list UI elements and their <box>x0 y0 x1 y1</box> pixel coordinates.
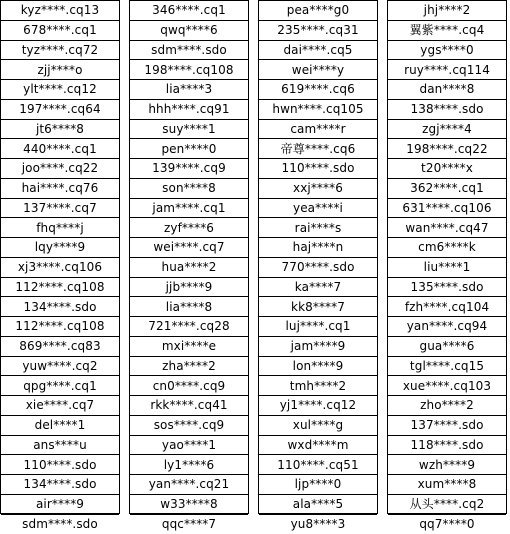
table-cell: 110****.cq51 <box>259 455 377 475</box>
table-cell: 362****.cq1 <box>388 179 506 199</box>
table-cell: 110****.sdo <box>259 159 377 179</box>
table-cell: t20****x <box>388 159 506 179</box>
table-cell: xxj****6 <box>259 179 377 199</box>
table-cell: 678****.cq1 <box>1 21 119 41</box>
table-cell: zho****2 <box>388 396 506 416</box>
table-cell: luj****.cq1 <box>259 317 377 337</box>
table-cell: 346****.cq1 <box>130 1 248 21</box>
table-cell: tmh****2 <box>259 376 377 396</box>
table-cell: 从头****.cq2 <box>388 495 506 515</box>
table-cell: wzh****9 <box>388 455 506 475</box>
table-cell: qpg****.cq1 <box>1 376 119 396</box>
table-cell: xj3****.cq106 <box>1 258 119 278</box>
table-cell: ala****5 <box>259 495 377 515</box>
table-cell: dan****8 <box>388 80 506 100</box>
table-cell: lon****9 <box>259 357 377 377</box>
table-cell: mxi****e <box>130 337 248 357</box>
table-cell: qwq****6 <box>130 21 248 41</box>
table-cell: zgj****4 <box>388 120 506 140</box>
table-cell: lqy****9 <box>1 238 119 258</box>
table-cell: hwn****.cq105 <box>259 100 377 120</box>
table-cell: wxd****m <box>259 436 377 456</box>
table-cell: 198****.cq108 <box>130 60 248 80</box>
table-cell: jt6****8 <box>1 120 119 140</box>
table-cell: w33****8 <box>130 495 248 515</box>
table-cell: 869****.cq83 <box>1 337 119 357</box>
table-cell: son****8 <box>130 179 248 199</box>
table-column-3 <box>258 0 378 514</box>
table-cell: wei****.cq7 <box>130 238 248 258</box>
table-cell: fzh****.cq104 <box>388 297 506 317</box>
table-cell: 619****.cq6 <box>259 80 377 100</box>
table-cell: ans****u <box>1 436 119 456</box>
table-cell: xul****g <box>259 416 377 436</box>
table-cell: 137****.sdo <box>388 416 506 436</box>
table-cell: 112****.cq108 <box>1 278 119 298</box>
table-cell: zyf****6 <box>130 218 248 238</box>
table-cell: 721****.cq28 <box>130 317 248 337</box>
table-cell: 112****.cq108 <box>1 317 119 337</box>
table-cell: xum****8 <box>388 475 506 495</box>
table-cell: 235****.cq31 <box>259 21 377 41</box>
table-cell: 110****.sdo <box>1 455 119 475</box>
table-cell: jjb****9 <box>130 278 248 298</box>
table-cell: qqc****7 <box>130 515 248 534</box>
table-cell: 770****.sdo <box>259 258 377 278</box>
table-cell: tyz****.cq72 <box>1 41 119 61</box>
table-cell: hua****2 <box>130 258 248 278</box>
table-cell: liu****1 <box>388 258 506 278</box>
table-cell: kk8****7 <box>259 297 377 317</box>
table-cell: 帝尊****.cq6 <box>259 139 377 159</box>
table-cell: 135****.sdo <box>388 278 506 298</box>
table-cell: 134****.sdo <box>1 297 119 317</box>
table-cell: ylt****.cq12 <box>1 80 119 100</box>
table-cell: rkk****.cq41 <box>130 396 248 416</box>
table-cell: hhh****.cq91 <box>130 100 248 120</box>
table-cell: yj1****.cq12 <box>259 396 377 416</box>
table-cell: xie****.cq7 <box>1 396 119 416</box>
table-cell: rai****s <box>259 218 377 238</box>
table-cell: 134****.sdo <box>1 475 119 495</box>
table-cell: lia****8 <box>130 297 248 317</box>
table-cell: sdm****.sdo <box>1 515 119 534</box>
table-cell: 139****.cq9 <box>130 159 248 179</box>
table-column-4 <box>387 0 507 514</box>
table-cell: lia****3 <box>130 80 248 100</box>
table-cell: sos****.cq9 <box>130 416 248 436</box>
table-cell: jhj****2 <box>388 1 506 21</box>
table-cell: air****9 <box>1 495 119 515</box>
table-cell: ruy****.cq114 <box>388 60 506 80</box>
table-cell: kyz****.cq13 <box>1 1 119 21</box>
table-column-1 <box>0 0 120 514</box>
table-cell: ygs****0 <box>388 41 506 61</box>
table-cell: yu8****3 <box>259 515 377 534</box>
table-cell: yao****1 <box>130 436 248 456</box>
table-cell: sdm****.sdo <box>130 41 248 61</box>
table-column-2 <box>129 0 249 514</box>
table-cell: 198****.cq22 <box>388 139 506 159</box>
table-cell: del****1 <box>1 416 119 436</box>
table-cell: pen****0 <box>130 139 248 159</box>
table-cell: haj****n <box>259 238 377 258</box>
table-cell: 翼紫****.cq4 <box>388 21 506 41</box>
table-cell: wan****.cq47 <box>388 218 506 238</box>
table-cell: ka****7 <box>259 278 377 298</box>
table-cell: cn0****.cq9 <box>130 376 248 396</box>
table-cell: ly1****6 <box>130 455 248 475</box>
table-cell: jam****.cq1 <box>130 199 248 219</box>
table-cell: wei****y <box>259 60 377 80</box>
table-cell: fhq****j <box>1 218 119 238</box>
table-cell: ljp****0 <box>259 475 377 495</box>
table-cell: 440****.cq1 <box>1 139 119 159</box>
table-cell: suy****1 <box>130 120 248 140</box>
table-cell: dai****.cq5 <box>259 41 377 61</box>
table-cell: 631****.cq106 <box>388 199 506 219</box>
table-cell: yuw****.cq2 <box>1 357 119 377</box>
table-cell: zjj****o <box>1 60 119 80</box>
table-cell: pea****g0 <box>259 1 377 21</box>
table-cell: gua****6 <box>388 337 506 357</box>
table-cell: yan****.cq94 <box>388 317 506 337</box>
table-cell: jam****9 <box>259 337 377 357</box>
table-cell: cam****r <box>259 120 377 140</box>
table-cell: yan****.cq21 <box>130 475 248 495</box>
table-cell: 197****.cq64 <box>1 100 119 120</box>
table-cell: xue****.cq103 <box>388 376 506 396</box>
table-cell: cm6****k <box>388 238 506 258</box>
table-cell: joo****.cq22 <box>1 159 119 179</box>
table-cell: qq7****0 <box>388 515 506 534</box>
table-cell: tgl****.cq15 <box>388 357 506 377</box>
table-cell: hai****.cq76 <box>1 179 119 199</box>
table-cell: yea****i <box>259 199 377 219</box>
table-cell: 138****.sdo <box>388 100 506 120</box>
table-cell: 137****.cq7 <box>1 199 119 219</box>
table-cell: 118****.sdo <box>388 436 506 456</box>
table-cell: zha****2 <box>130 357 248 377</box>
